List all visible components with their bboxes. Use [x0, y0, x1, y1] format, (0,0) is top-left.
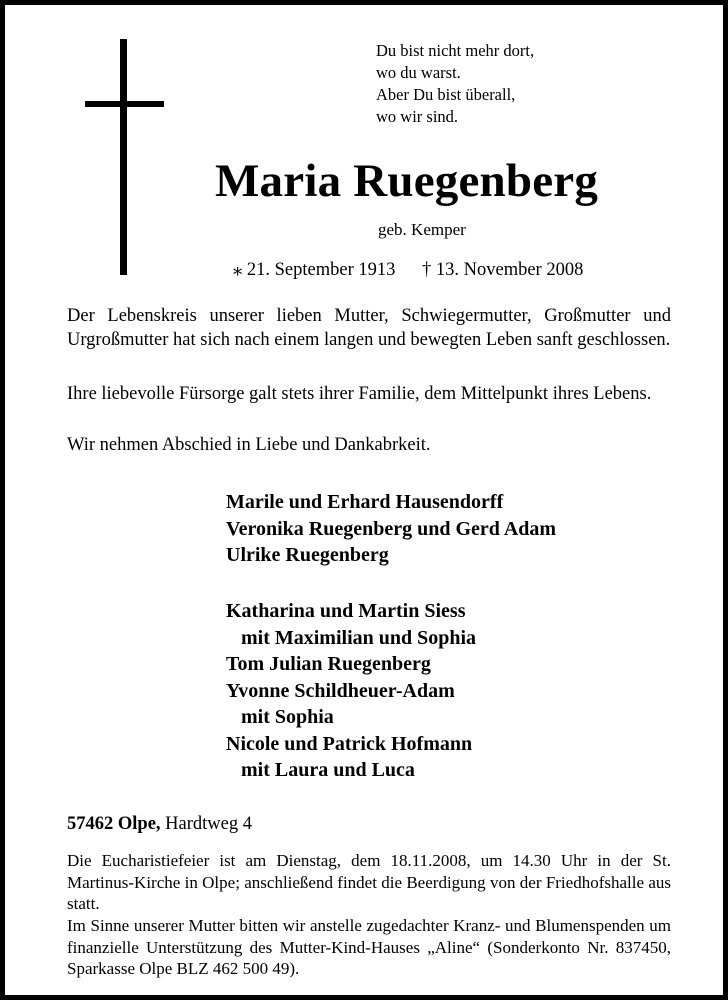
mourner-line: mit Sophia — [226, 706, 334, 728]
cross-icon-crossbar — [85, 101, 164, 107]
address-city: 57462 Olpe, — [67, 814, 161, 834]
mourner-line: Marile und Erhard Hausendorff — [226, 491, 504, 513]
mourner-line: Tom Julian Ruegenberg — [226, 653, 431, 675]
text-paragraph: Wir nehmen Abschied in Liebe und Dankabrkeit. — [67, 435, 431, 455]
service-info: Die Eucharistiefeier ist am Dienstag, dem 18.11.2008, um 14.30 Uhr in der St. Martinus-Kirche in Olpe; anschließend findet die Beerdigung von der Friedhofshalle aus statt. — [67, 851, 671, 913]
text-paragraph: Ihre liebevolle Fürsorge galt stets ihrer Familie, dem Mittelpunkt ihres Lebens. — [67, 384, 652, 404]
mourner-line: Nicole und Patrick Hofmann — [226, 732, 473, 755]
birth-name: geb. Kemper — [378, 220, 466, 239]
poem — [376, 40, 534, 128]
birth-date: ⁎ 21. September 1913 — [233, 260, 396, 280]
mourner-line: Katharina und Martin Siess — [226, 600, 466, 622]
address — [67, 812, 252, 836]
poem-line: Aber Du bist überall, — [376, 85, 516, 104]
mourners-grandchildren — [226, 598, 476, 784]
mourner-line: mit Maximilian und Sophia — [226, 626, 477, 649]
text-paragraph: Der Lebenskreis unserer lieben Mutter, Schwiegermutter, Großmutter und Urgroßmutter hat sich nach einem langen und bewegten Leben sanft geschlossen. — [67, 306, 671, 350]
deceased-name: Maria Ruegenberg — [215, 155, 599, 207]
poem-line: wo wir sind. — [376, 107, 459, 126]
mourner-line: mit Laura und Luca — [226, 759, 415, 781]
life-dates — [233, 258, 583, 282]
mourners-children — [226, 489, 556, 569]
poem-line: Du bist nicht mehr dort, — [376, 41, 535, 60]
mourner-line: Yvonne Schildheuer-Adam — [226, 679, 455, 702]
cross-icon — [120, 39, 127, 275]
mourner-line: Ulrike Ruegenberg — [226, 544, 389, 566]
address-street: Hardtweg 4 — [165, 814, 252, 834]
poem-line: wo du warst. — [376, 63, 461, 82]
donation-info: Im Sinne unserer Mutter bitten wir anstelle zugedachter Kranz- und Blumenspenden um finanzielle Unterstützung des Mutter-Kind-Hauses „Aline“ (Sonderkonto Nr. 837450, Sparkasse Olpe BLZ 462 500 49). — [67, 916, 671, 978]
mourner-line: Veronika Ruegenberg und Gerd Adam — [226, 517, 557, 540]
death-date: † 13. November 2008 — [422, 260, 584, 280]
